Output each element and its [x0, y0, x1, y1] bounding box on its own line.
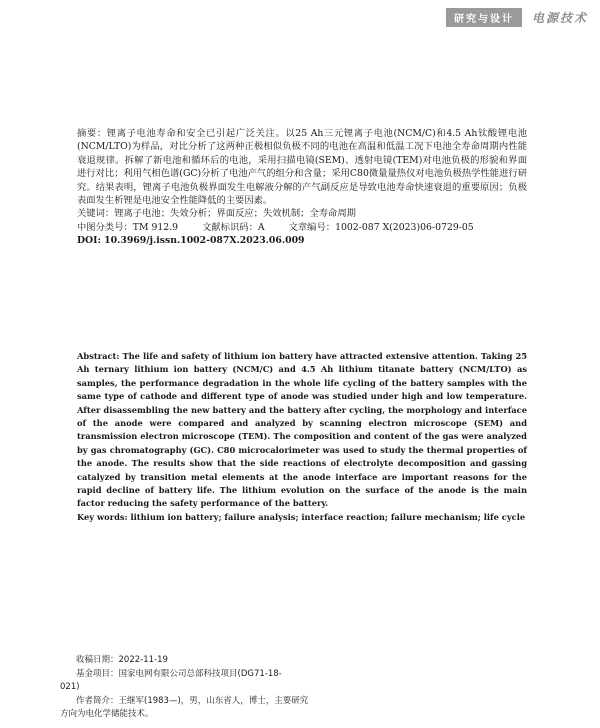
english-keywords-label: Key words:: [77, 511, 128, 522]
page-header: [446, 8, 588, 26]
english-abstract-block: [77, 350, 527, 524]
english-abstract-label: Abstract:: [77, 351, 120, 361]
chinese-keywords-text: 锂离子电池；失效分析；界面反应；失效机制；全寿命周期: [114, 208, 356, 220]
english-abstract: [77, 350, 527, 511]
chinese-abstract-label: 摘要：: [77, 128, 107, 139]
english-keywords: [77, 511, 527, 524]
english-keywords-text: lithium ion battery; failure analysis; interface reaction; failure mechanism; life cycle: [127, 511, 526, 522]
received-date: 收稿日期：2022-11-19: [76, 655, 168, 665]
footnote-block: [60, 654, 310, 722]
section-tag: 研究与设计: [446, 8, 522, 27]
chinese-abstract-text: 锂离子电池寿命和安全已引起广泛关注。以25 Ah三元锂离子电池(NCM/C)和4.5 Ah钛酸锂电池(NCM/LTO)为样品，对比分析了这两种正极相似负极不同的电池在高温和低温工况下电池全寿命周期内性能衰退规律。拆解了新电池和循环后的电池，采用扫描电镜(SEM)、透射电镜(TEM)对电池负极的形貌和界面进行对比；利用气相色谱(GC)分析了电池产气的组分和含量；采用C80微量量热仪对电池负极热学性能进行研究。结果表明，锂离子电池负极界面发生电解液分解的产气副反应是导致电池寿命快速衰退的重要原因；负极表面发生析锂是电池安全性能降低的主要因素。: [77, 128, 527, 207]
fund-line-1: 基金项目：国家电网有限公司总部科技项目(DG71-18-: [76, 668, 282, 679]
journal-name: 电源技术: [531, 10, 588, 25]
chinese-keywords: [77, 207, 527, 220]
chinese-abstract-block: [77, 127, 527, 248]
document-code: 文献标识码：A: [202, 221, 265, 233]
classification-row: [77, 221, 527, 234]
author-line-1: 作者简介：王继军(1983—)，男，山东省人，博士，主要研究: [76, 695, 309, 706]
doi: DOI: 10.3969/j.issn.1002-087X.2023.06.009: [77, 235, 305, 247]
chinese-keywords-label: 关键词：: [77, 208, 115, 220]
clc-number: 中图分类号：TM 912.9: [77, 221, 179, 233]
chinese-abstract: [77, 127, 527, 207]
author-line-2: 方向为电化学储能技术。: [60, 709, 154, 720]
fund-line-2: 021): [60, 682, 80, 693]
article-number: 文章编号：1002-087 X(2023)06-0729-05: [288, 221, 474, 233]
english-abstract-text: The life and safety of lithium ion battery have attracted extensive attention. Taking 25 Ah ternary lithium ion battery (NCM/C) and 4.5 Ah lithium titanate battery (NCM/LTO) as samples, the performance degradation in the whole life cycling of the battery samples with the same type of cathode and different type of anode was studied under high and low temperature. After disassembling the new battery and the battery after cycling, the morphology and interface of the anode were compared and analyzed by scanning electron microscope (SEM) and transmission electron microscope (TEM). The composition and content of the gas were analyzed by gas chromatography (GC). C80 microcalorimeter was used to study the thermal properties of the anode. The results show that the side reactions of electrolyte decomposition and gassing catalyzed by transition metal elements at the anode interface are important reasons for the rapid decline of battery life. The lithium evolution on the surface of the anode is the main factor reducing the safety performance of the battery.: [77, 351, 527, 509]
